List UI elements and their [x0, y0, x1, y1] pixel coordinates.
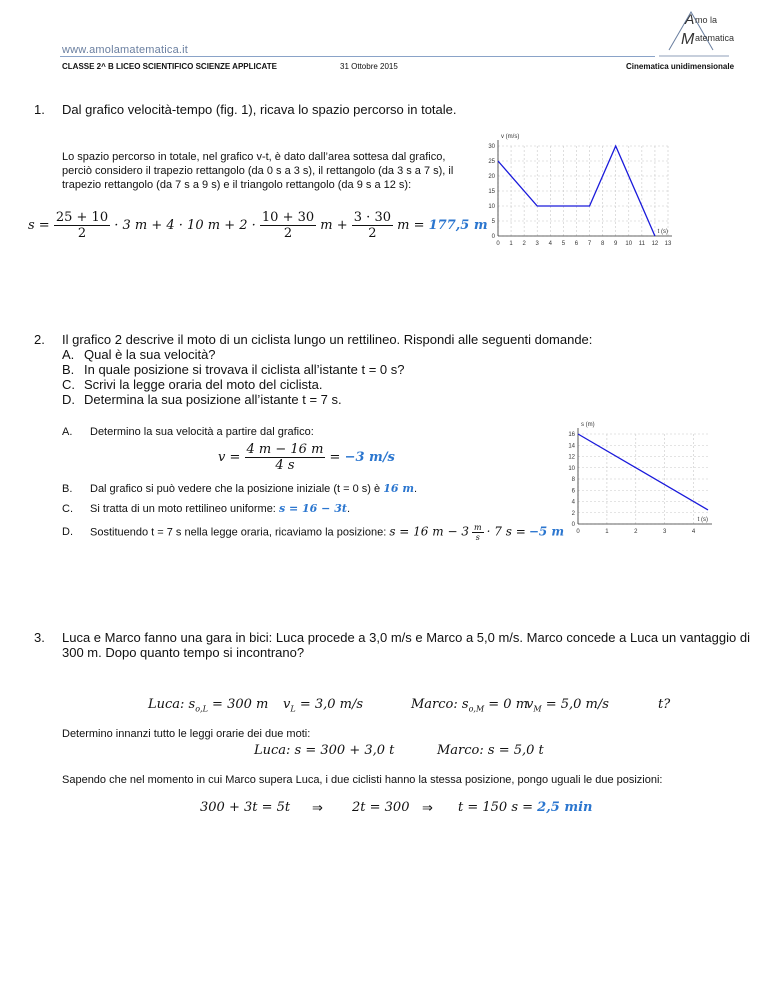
q2-item — [62, 392, 404, 407]
q2-d-frac — [472, 523, 484, 542]
q3-solve-result: 2,5 min — [537, 800, 593, 815]
q2-answer-c — [62, 502, 350, 516]
q2-item-letter: A. — [62, 347, 75, 362]
q3-luca-s0-sub: o,L — [195, 704, 208, 714]
x-tick-label: 2 — [522, 241, 526, 247]
q2-b-end: . — [413, 483, 418, 495]
q3-solve-3 — [458, 800, 592, 815]
x-tick-label: 8 — [600, 241, 605, 247]
q3-laws-intro: Determino innanzi tutto le leggi orarie dei due moti: — [62, 728, 311, 740]
q2-item-letter: D. — [62, 392, 75, 407]
header-date: 31 Ottobre 2015 — [340, 62, 398, 71]
q2-a-den: 4 s — [275, 458, 295, 473]
q1-frac-2 — [260, 210, 316, 241]
q3-number: 3. — [34, 630, 45, 645]
q3-vl-sub: L — [290, 704, 296, 714]
q2-c-letter: C. — [62, 503, 73, 515]
y-tick-label: 4 — [571, 499, 575, 506]
q3-arrow-2: ⇒ — [422, 800, 433, 815]
q2-d-letter: D. — [62, 526, 73, 539]
y-tick-label: 8 — [571, 477, 575, 483]
q2-item — [62, 347, 404, 362]
q3-marco-initial — [411, 697, 528, 714]
q3-arrow-1: ⇒ — [312, 800, 323, 815]
q2-item — [62, 362, 404, 377]
q2-a-frac — [245, 442, 326, 473]
q1-frac-1 — [54, 210, 110, 241]
q3-vm-sub: M — [533, 704, 542, 714]
y-tick-label: 25 — [488, 159, 495, 165]
x-tick-label: 9 — [614, 241, 618, 247]
q2-answer-a — [62, 425, 314, 439]
q3-luca-s0: Luca: s — [148, 697, 196, 712]
q3-marco-s0-val: = 0 m — [488, 697, 529, 712]
q2-question: Il grafico 2 descrive il moto di un ciclista lungo un rettilineo. Rispondi alle seguenti domande: — [62, 332, 593, 347]
y-tick-label: 30 — [488, 144, 495, 150]
header-class: CLASSE 2^ B LICEO SCIENTIFICO SCIENZE APPLICATE — [62, 62, 277, 71]
x-tick-label: 4 — [691, 529, 696, 535]
q1-eq-mid3: m = — [397, 218, 425, 233]
q3-luca-s0-val: = 300 m — [212, 697, 269, 712]
q2-c-text: Si tratta di un moto rettilineo uniforme: — [90, 503, 276, 515]
y-tick-label: 12 — [568, 454, 575, 461]
header-topic: Cinematica unidimensionale — [626, 62, 735, 71]
q2-b-text: Dal grafico si può vedere che la posizione iniziale (t = 0 s) è — [90, 483, 381, 495]
q3-vm: v — [526, 697, 534, 712]
q1-frac1-den: 2 — [77, 226, 87, 241]
x-tick-label: 12 — [651, 241, 659, 247]
q2-d-den: s — [475, 533, 480, 542]
q3-luca-velocity — [283, 697, 363, 714]
y-axis-label: v (m/s) — [501, 134, 520, 140]
q2-answer-d — [62, 523, 564, 542]
q2-item-list — [62, 347, 404, 407]
x-tick-label: 11 — [638, 241, 645, 247]
q2-d-eq1: s = 16 m − 3 — [389, 524, 469, 539]
y-tick-label: 14 — [568, 443, 575, 450]
q3-marco-velocity — [526, 697, 609, 714]
x-tick-label: 3 — [662, 529, 667, 535]
q3-unknown: t? — [658, 697, 671, 712]
y-tick-label: 0 — [571, 522, 575, 528]
y-tick-label: 2 — [571, 510, 575, 517]
q2-item — [62, 377, 404, 392]
q2-d-num: m — [474, 523, 482, 532]
q3-marco-s0: Marco: s — [411, 697, 469, 712]
q1-explanation: Lo spazio percorso in totale, nel grafico v-t, è dato dall’area sottesa dal grafico, perciò considero il trapezio rettangolo (da 0 s a 3 s), il rettangolo (da 3 s a 7 s), il trapezio rettangolo (da 7 s a 9 s) e il triangolo rettangolo (da 9 s a 12 s): — [62, 151, 454, 191]
q3-vm-val: = 5,0 m/s — [545, 697, 609, 712]
q2-number: 2. — [34, 332, 45, 347]
y-tick-label: 5 — [491, 219, 495, 225]
q3-solve-2: 2t = 300 — [352, 800, 410, 815]
q2-a-result: −3 m/s — [344, 450, 395, 465]
x-tick-label: 0 — [576, 529, 580, 535]
q3-vl-val: = 3,0 m/s — [299, 697, 364, 712]
q3-solve-1: 300 + 3t = 5t — [200, 800, 291, 815]
q2-a-letter: A. — [62, 426, 73, 438]
y-tick-label: 0 — [491, 234, 495, 240]
logo-line-2: atematica — [695, 33, 735, 43]
y-tick-label: 16 — [568, 432, 575, 438]
x-axis-label: t (s) — [657, 229, 668, 235]
logo-letter-a: A — [685, 11, 695, 27]
x-tick-label: 10 — [625, 241, 633, 247]
y-tick-label: 10 — [488, 204, 495, 210]
x-tick-label: 6 — [574, 241, 579, 247]
q2-d-eq2: · 7 s = — [486, 524, 526, 539]
q2-b-letter: B. — [62, 483, 73, 495]
velocity-time-chart — [470, 130, 680, 255]
logo-line-1: mo la — [695, 15, 718, 25]
y-tick-label: 20 — [488, 174, 495, 180]
q3-question: Luca e Marco fanno una gara in bici: Luca procede a 3,0 m/s e Marco a 5,0 m/s. Marco concede a Luca un vantaggio di 300 m. Dopo quanto tempo si incontrano? — [62, 630, 750, 660]
x-tick-label: 5 — [561, 241, 566, 247]
q3-equal-intro: Sapendo che nel momento in cui Marco supera Luca, i due ciclisti hanno la stessa posizione, pongo uguali le due posizioni: — [62, 774, 663, 786]
q3-law-marco: Marco: s = 5,0 t — [437, 743, 544, 758]
x-tick-label: 0 — [496, 241, 500, 247]
q2-a-eq: = — [329, 450, 341, 465]
q1-frac2-den: 2 — [283, 226, 293, 241]
q2-a-num: 4 m − 16 m — [246, 442, 324, 457]
y-tick-label: 10 — [568, 465, 575, 472]
q3-law-luca: Luca: s = 300 + 3,0 t — [254, 743, 395, 758]
y-axis-label: s (m) — [581, 422, 595, 428]
x-tick-label: 7 — [587, 241, 592, 247]
x-tick-label: 2 — [634, 529, 638, 535]
q2-item-text: Qual è la sua velocità? — [84, 347, 216, 362]
x-tick-label: 4 — [548, 241, 552, 247]
q2-a-lhs: v = — [218, 450, 241, 465]
amolamatematica-logo — [655, 6, 735, 62]
y-tick-label: 15 — [488, 189, 495, 195]
q1-frac3-den: 2 — [368, 226, 377, 241]
q1-eq-mid2: m + — [320, 218, 348, 233]
position-time-chart — [548, 418, 713, 540]
q2-c-result: s = 16 − 3t — [278, 502, 347, 515]
q2-a-text: Determino la sua velocità a partire dal grafico: — [90, 426, 314, 438]
q1-question: Dal grafico velocità-tempo (fig. 1), ricava lo spazio percorso in totale. — [62, 102, 457, 117]
header-rule — [60, 56, 655, 57]
q1-result: 177,5 m — [428, 218, 488, 233]
q1-eq-lhs: s = — [28, 218, 50, 233]
q3-vl: v — [283, 697, 291, 712]
q2-item-text: In quale posizione si trovava il ciclista all’istante t = 0 s? — [84, 362, 405, 377]
q2-d-text: Sostituendo t = 7 s nella legge oraria, ricaviamo la posizione: — [90, 526, 387, 539]
q1-frac1-num: 25 + 10 — [55, 210, 109, 225]
x-axis-label: t (s) — [697, 517, 708, 523]
q2-b-result: 16 m — [383, 482, 414, 495]
q3-solve3-text: t = 150 s = — [458, 800, 534, 815]
q2-d-result: −5 m — [528, 524, 565, 539]
q1-number: 1. — [34, 102, 45, 117]
header-website[interactable]: www.amolamatematica.it — [62, 44, 189, 56]
q1-equation — [28, 210, 488, 241]
logo-letter-m: M — [681, 31, 695, 48]
q2-answer-b — [62, 482, 417, 496]
q2-item-letter: B. — [62, 362, 75, 377]
x-tick-label: 13 — [664, 241, 672, 247]
q2-item-text: Determina la sua posizione all’istante t = 7 s. — [84, 392, 342, 407]
x-tick-label: 1 — [509, 241, 513, 247]
y-tick-label: 6 — [571, 488, 575, 495]
q1-frac2-num: 10 + 30 — [261, 210, 315, 225]
x-tick-label: 3 — [535, 241, 539, 247]
q1-frac-3 — [352, 210, 393, 241]
q2-item-letter: C. — [62, 377, 75, 392]
q2-item-text: Scrivi la legge oraria del moto del ciclista. — [84, 377, 323, 392]
q2-velocity-equation — [218, 442, 395, 473]
q3-marco-s0-sub: o,M — [468, 704, 485, 714]
q3-luca-initial — [148, 697, 268, 714]
x-tick-label: 1 — [605, 529, 609, 535]
q1-eq-mid1: · 3 m + 4 · 10 m + 2 · — [114, 218, 256, 233]
q2-c-end: . — [346, 503, 350, 515]
q1-frac3-num: 3 · 30 — [353, 210, 391, 225]
